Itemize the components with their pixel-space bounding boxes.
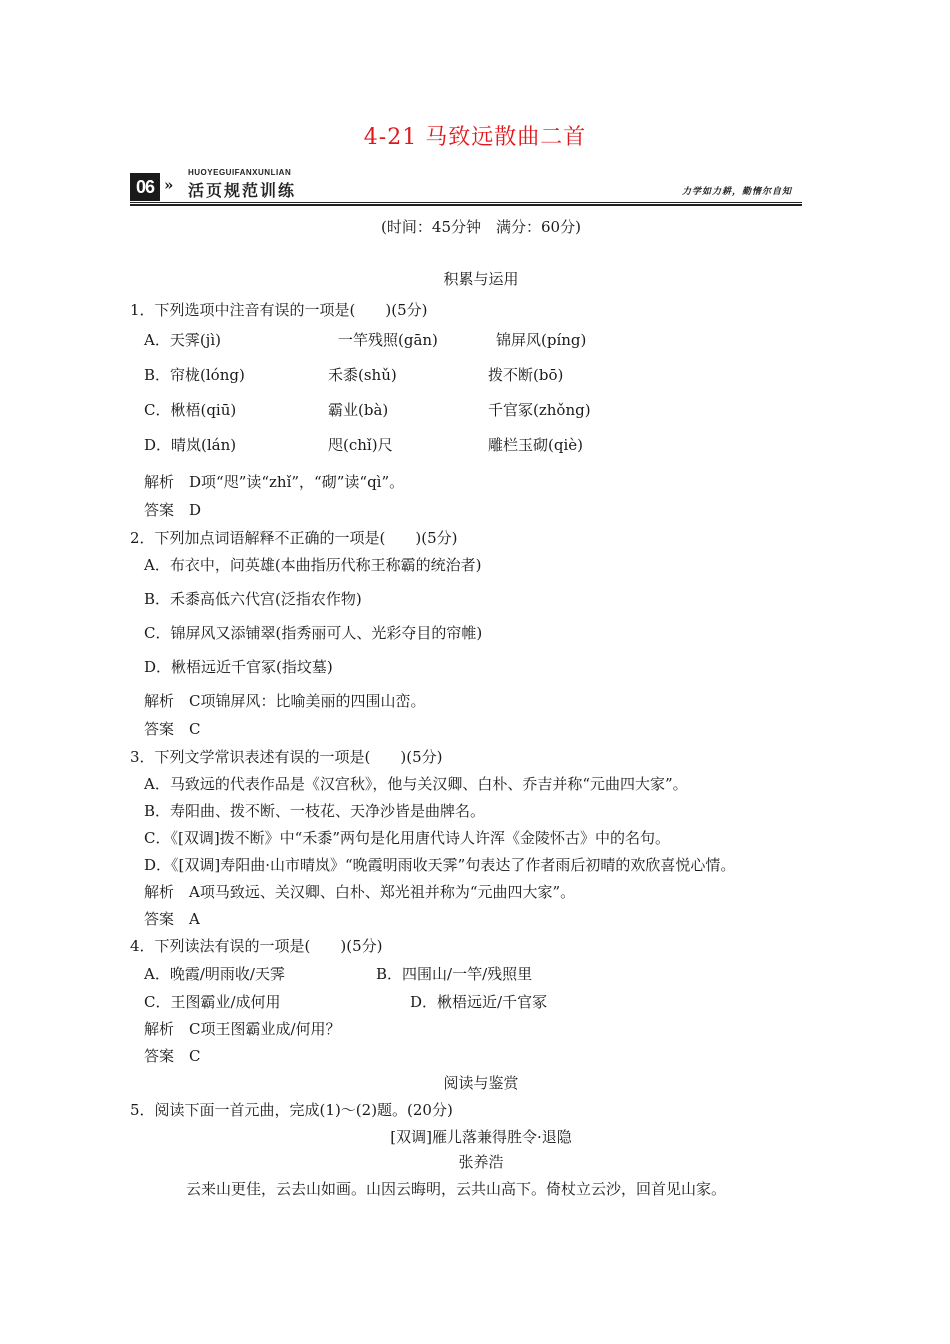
analysis: 解析 C项锦屏风：比喻美丽的四围山峦。 xyxy=(144,692,426,710)
option-row xyxy=(130,957,820,985)
option-c: C．《[双调]拨不断》中“禾黍”两句是化用唐代诗人许浑《金陵怀古》中的名句。 xyxy=(144,829,671,847)
section-heading: 阅读与鉴赏 xyxy=(443,1074,519,1092)
banner-slogan: 力学如力耕，勤惰尔自知 xyxy=(681,187,792,197)
analysis: 解析 A项马致远、关汉卿、白朴、郑光祖并称为“元曲四大家”。 xyxy=(144,883,576,901)
answer: 答案 A xyxy=(144,910,200,928)
answer: 答案 C xyxy=(144,1047,201,1065)
option-row xyxy=(130,356,820,391)
poem-author: 张养浩 xyxy=(458,1153,504,1171)
time-note: (时间：45分钟 满分：60分) xyxy=(381,218,581,236)
option-b: B．四围山/一竿/残照里 xyxy=(376,965,533,983)
option-b: B．禾黍高低六代宫(泛指农作物) xyxy=(144,590,362,608)
option-d: D．楸梧远近千官冢(指坟墓) xyxy=(144,658,333,676)
section-banner xyxy=(130,168,802,206)
option-b3: 拨不断(bō) xyxy=(488,366,564,384)
option-b: B．寿阳曲、拨不断、一枝花、天净沙皆是曲牌名。 xyxy=(144,802,486,820)
option-c: C．王图霸业/成何用 xyxy=(144,993,281,1011)
option-a1: A．天霁(jì) xyxy=(144,331,221,349)
option-a: A．布衣中，问英雄(本曲指历代称王称霸的统治者) xyxy=(144,556,482,574)
question-stem: 1．下列选项中注音有误的一项是( )(5分) xyxy=(130,301,428,319)
option-a3: 锦屏风(píng) xyxy=(496,331,587,349)
option-d2: 咫(chǐ)尺 xyxy=(328,436,393,454)
option-c1: C．楸梧(qiū) xyxy=(144,401,237,419)
exercise-content xyxy=(130,214,820,1200)
option-d3: 雕栏玉砌(qiè) xyxy=(488,436,583,454)
answer: 答案 D xyxy=(144,501,202,519)
double-chevron-icon: » xyxy=(164,176,174,194)
option-a: A．马致远的代表作品是《汉宫秋》，他与关汉卿、白朴、乔吉并称“元曲四大家”。 xyxy=(144,775,688,793)
question-stem: 2．下列加点词语解释不正确的一项是( )(5分) xyxy=(130,529,458,547)
option-row xyxy=(130,426,820,461)
option-c3: 千官冢(zhǒng) xyxy=(488,401,591,419)
banner-name: 活页规范训练 xyxy=(188,181,297,200)
option-c2: 霸业(bà) xyxy=(328,401,389,419)
analysis: 解析 D项“咫”读“zhǐ”，“砌”读“qì”。 xyxy=(144,473,405,491)
section-heading: 积累与运用 xyxy=(443,270,519,288)
option-row xyxy=(130,985,820,1013)
answer: 答案 C xyxy=(144,720,201,738)
page-title: 4-21 马致远散曲二首 xyxy=(363,125,587,150)
banner-rule-thick xyxy=(130,204,802,206)
option-c: C．锦屏风又添铺翠(指秀丽可人、光彩夺目的帘帷) xyxy=(144,624,483,642)
question-stem: 4．下列读法有误的一项是( )(5分) xyxy=(130,937,383,955)
poem-title: [双调]雁儿落兼得胜令·退隐 xyxy=(390,1128,572,1146)
banner-badge: 06 xyxy=(130,173,160,201)
option-d: D．楸梧远近/千官冢 xyxy=(410,993,548,1011)
question-stem: 5．阅读下面一首元曲，完成(1)～(2)题。(20分) xyxy=(130,1101,453,1119)
banner-rule xyxy=(130,202,802,203)
question-stem: 3．下列文学常识表述有误的一项是( )(5分) xyxy=(130,748,443,766)
analysis: 解析 C项王图霸业成/何用？ xyxy=(144,1020,341,1038)
option-row xyxy=(130,391,820,426)
option-a: A．晚霞/明雨收/天霁 xyxy=(144,965,285,983)
option-b1: B．帘栊(lóng) xyxy=(144,366,245,384)
poem-line: 云来山更佳，云去山如画。山因云晦明，云共山高下。倚杖立云沙，回首见山家。 xyxy=(186,1180,727,1198)
option-d: D．《[双调]寿阳曲·山市晴岚》“晚霞明雨收天霁”句表达了作者雨后初晴的欢欣喜悦心情。 xyxy=(144,856,736,874)
option-row xyxy=(130,321,820,356)
option-b2: 禾黍(shǔ) xyxy=(328,366,397,384)
option-a2: 一竿残照(gān) xyxy=(338,331,438,349)
banner-pinyin: HUOYEGUIFANXUNLIAN xyxy=(188,168,292,177)
option-d1: D．晴岚(lán) xyxy=(144,436,237,454)
